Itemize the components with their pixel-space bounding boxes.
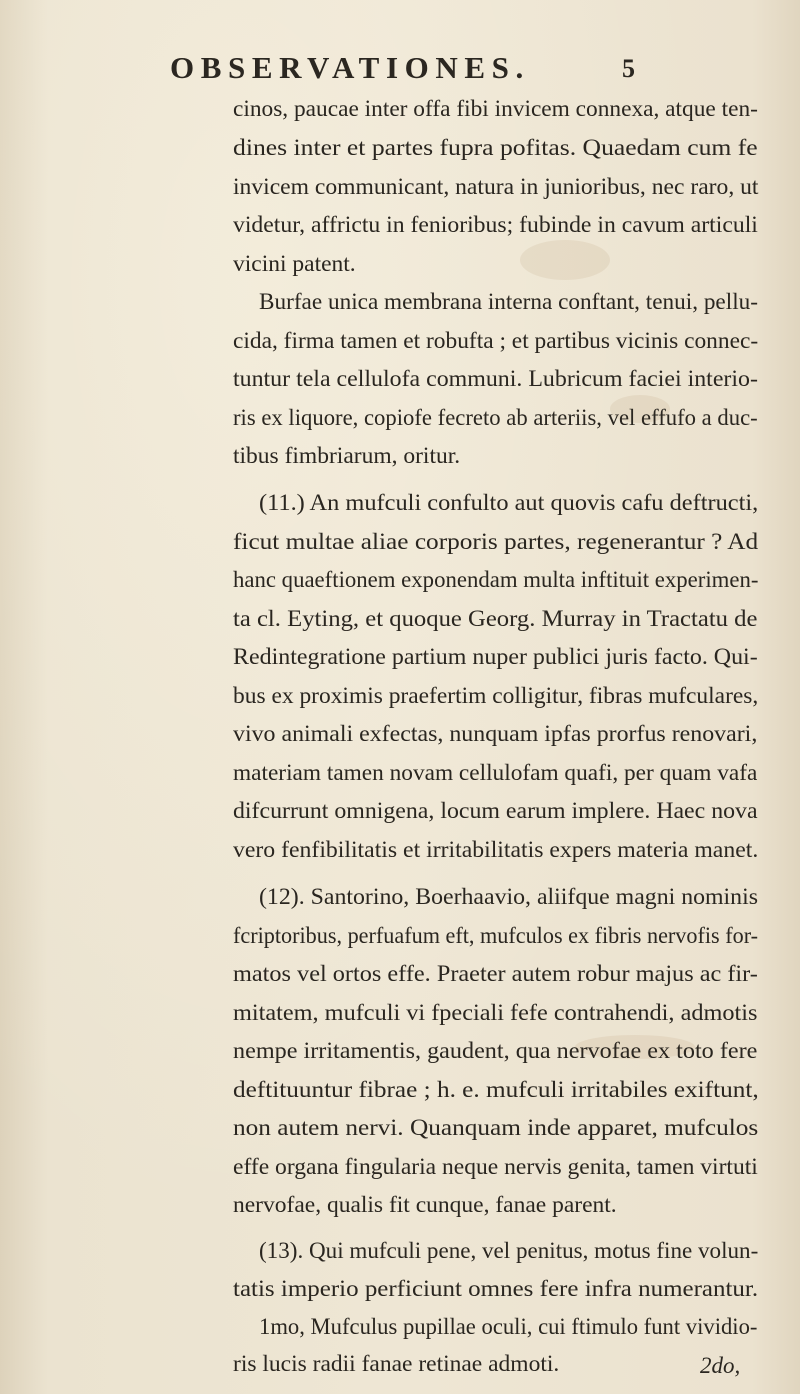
text-line: invicem communicant, natura in junioribus, nec raro, ut [233,174,759,200]
text-line: tatis imperio perficiunt omnes fere infra numerantur. [233,1276,759,1302]
catchword: 2do, [700,1353,741,1378]
text-line: fcriptoribus, perfuafum eft, mufculos ex fibris nervofis for- [233,923,759,949]
text-line: deftituuntur fibrae ; h. e. mufculi irritabiles exiftunt, [233,1077,759,1103]
running-head [0,50,800,90]
text-line: bus ex proximis praefertim colligitur, fibras mufculares, [233,683,759,709]
text-line: ris ex liquore, copiofe fecreto ab arteriis, vel effufo a duc- [233,405,758,431]
text-line: (12). Santorino, Boerhaavio, aliifque magni nominis [259,884,758,910]
text-line: (11.) An mufculi confulto aut quovis cafu deftructi, [259,490,759,516]
text-line: difcurrunt omnigena, locum earum implere. Haec nova [233,798,758,824]
text-line: non autem nervi. Quanquam inde apparet, mufculos [233,1115,759,1141]
paper-stain [520,240,610,280]
text-line: nempe irritamentis, gaudent, qua nervofae ex toto fere [233,1038,758,1064]
text-line: ficut multae aliae corporis partes, regenerantur ? Ad [233,529,759,555]
text-line: materiam tamen novam cellulofam quafi, per quam vafa [233,760,758,786]
text-line: nervofae, qualis fit cunque, fanae parent. [233,1192,617,1218]
text-line: ta cl. Eyting, et quoque Georg. Murray in Tractatu de [233,606,758,632]
text-line: vero fenfibilitatis et irritabilitatis expers materia manet. [233,837,759,863]
text-line: mitatem, mufculi vi fpeciali fefe contrahendi, admotis [233,1000,758,1026]
text-line: tuntur tela cellulofa communi. Lubricum faciei interio- [233,366,758,392]
text-line: 1mo, Mufculus pupillae oculi, cui ftimulo funt vividio- [259,1314,758,1340]
text-line: matos vel ortos effe. Praeter autem robur majus ac fir- [233,961,758,987]
text-line: ris lucis radii fanae retinae admoti. [233,1351,560,1377]
text-line: vicini patent. [233,251,356,277]
text-line: tibus fimbriarum, oritur. [233,443,461,469]
text-line: cida, firma tamen et robufta ; et partibus vicinis connec- [233,328,759,354]
text-line: cinos, paucae inter offa fibi invicem connexa, atque ten- [233,96,758,122]
page-number: 5 [622,54,635,83]
text-line: Burfae unica membrana interna conftant, tenui, pellu- [259,289,758,315]
text-line: vivo animali exfectas, nunquam ipfas prorfus renovari, [233,721,758,747]
text-line: videtur, affrictu in fenioribus; fubinde in cavum articuli [233,212,758,238]
text-line: effe organa fingularia neque nervis genita, tamen virtuti [233,1154,758,1180]
text-line: (13). Qui mufculi pene, vel penitus, motus fine volun- [259,1238,759,1264]
text-line: Redintegratione partium nuper publici juris facto. Qui- [233,644,758,670]
text-line: dines inter et partes fupra pofitas. Quaedam cum fe [233,135,758,161]
running-head-title: OBSERVATIONES. [170,50,530,85]
text-line: hanc quaeftionem exponendam multa inftituit experimen- [233,567,759,593]
